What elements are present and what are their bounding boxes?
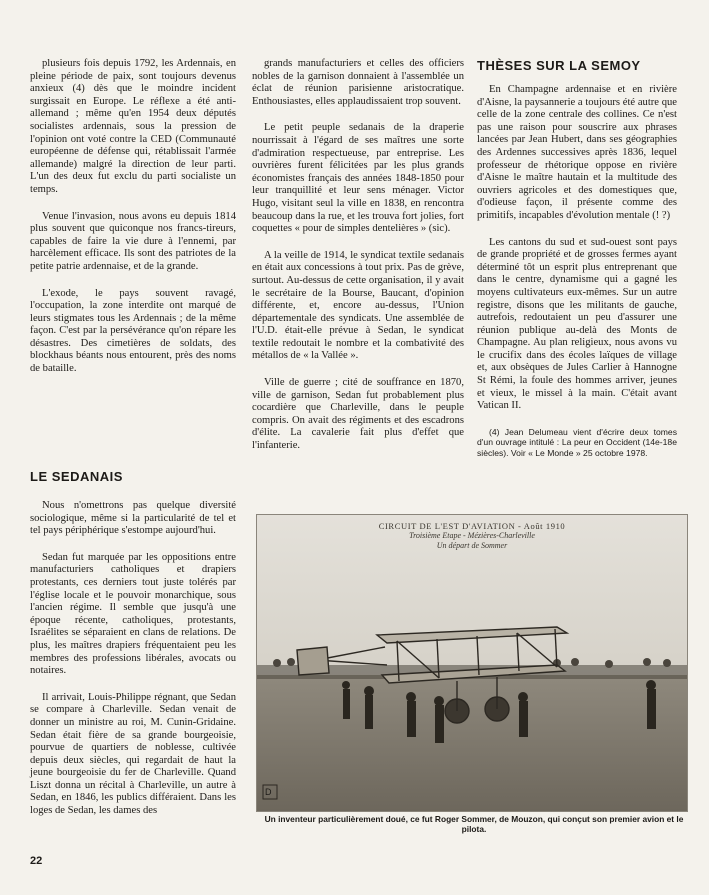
paragraph: L'exode, le pays souvent ravagé, l'occupation, la zone interdite ont marqué de leurs stigmates tous les Ardennais ; de la même façon. C'est par la persévérance qu'on répare les désastres. Des cimetières de soldats, des blockhaus béants nous entourent, près des noms de bataille. bbox=[30, 287, 236, 375]
paragraph: Sedan fut marquée par les oppositions entre manufacturiers catholiques et drapiers protestants, ces derniers tout juste tolérés par l'église locale et le pouvoir monarchique, sous l'ancien régime. Il semble que jusqu'à une époque récente, catholiques, protestants, Israélites se séparaient en clans de relations. De plus, les maîtres drapiers fréquentaient peu les membres des professions libérales, avocats ou notaires. bbox=[30, 551, 236, 677]
paragraph: plusieurs fois depuis 1792, les Ardennais, en pleine période de paix, sont toujours devenus anxieux (4) dès que le moindre incident surgissait en Europe. Le réflexe a été anti-allemand ; même qu'en 1954 deux députés socialistes ardennais, sous la pression de l'opinion ont voté contre la CED (Communauté européenne de défense qui, rétablissait l'armée allemande) malgré la direction de leur parti. L'un des deux fut exclu du parti socialiste un temps. bbox=[30, 58, 236, 195]
paragraph: Le petit peuple sedanais de la draperie nourrissait à l'égard de ses maîtres une sorte d'admiration respectueuse, par entreprise. Les ouvrières furent félicitées par les plus grands économistes français des années 1848-1850 pour leur tranquillité et leur sens ménager. Victor Hugo, visitant seul la ville en 1838, en rencontra beaucoup dans la rue, et les trouva fort jolies, fort coquettes « pour de simples dentelières » (sic). bbox=[252, 122, 464, 235]
section-heading-sedanais: LE SEDANAIS bbox=[30, 469, 123, 484]
section-heading-theses: THÈSES SUR LA SEMOY bbox=[477, 58, 641, 73]
paragraph: Il arrivait, Louis-Philippe régnant, que Sedan se compare à Charleville. Sedan venait de donner un ministre au roi, M. Cunin-Gridaine. Sedan était fière de sa grande bourgeoisie, pourvue de quartiers de noblesse, cultivée depuis deux siècles, qui regardait de haut la jeune bourgeoisie du fer de Charleville. Quand Liszt donna un récital à Charleville, un autre à Sedan, en 1846, les publics différaient. Dans les loges de Sedan, les dames des bbox=[30, 691, 236, 817]
paragraph: Ville de guerre ; cité de souffrance en 1870, ville de garnison, Sedan fut probablement plus cocardière que Charleville, dans le peuple compris. On avait des régiments et des escadrons d'élite. La cavalerie fait plus d'effet que l'infanterie. bbox=[252, 377, 464, 452]
photo-inscription bbox=[257, 521, 687, 551]
column-1 bbox=[30, 58, 236, 390]
page-number: 22 bbox=[30, 855, 43, 867]
footnote: (4) Jean Delumeau vient d'écrire deux tomes d'un ouvrage intitulé : La peur en Occident (14e-18e siècles). Voir « Le Monde » 25 octobre 1978. bbox=[477, 426, 677, 459]
paragraph: Nous n'omettrons pas quelque diversité sociologique, même si la particularité de tel et tel pays périphérique s'estompe aujourd'hui. bbox=[30, 500, 236, 537]
photo-caption: Un inventeur particulièrement doué, ce fut Roger Sommer, de Mouzon, qui conçut son premier avion et le pilota. bbox=[264, 814, 684, 834]
photo-corner-mark: D bbox=[265, 787, 272, 797]
column-2 bbox=[252, 58, 464, 467]
photo-subtitle: Troisième Etape - Mézières-Charleville bbox=[409, 531, 535, 540]
photo-subtitle-2: Un départ de Sommer bbox=[436, 541, 508, 550]
paragraph: En Champagne ardennaise et en rivière d'Aisne, la paysannerie a toujours été autre que celle de la zone centrale des collines. Ce n'est pas une raison pour souscrire aux phrases lancées par Jean Hubert, dans ses géographies des Ardennes successives après 1836, lequel professeur de rhétorique oppose en rivière d'Aisne le maître hautain et la multitude des ouvriers agricoles et des domestiques que, d'odieuse façon, il présente comme des primitifs, incapables d'évolution mentale (! ?) bbox=[477, 84, 677, 221]
paragraph: Les cantons du sud et sud-ouest sont pays de grande propriété et de grosses fermes ayant déterminé tôt un esprit plus entreprenant que dans le centre, dynamisme qui a gagné les moyens cultivateurs eux-mêmes. Sur un autre registre, disons que les militants de gauche, autrefois, redoutaient un peu d'assurer une réunion publique au-delà des Monts de Champagne. Au plan religieux, nous avons vu le crucifix dans des écoles laïques de village et, aux obsèques de Jules Carlier à Hannogne St Rémi, la foule des hommes arriver, jeunes et vieux, le missel à la main. C'était avant Vatican II. bbox=[477, 236, 677, 412]
paragraph: Venue l'invasion, nous avons eu depuis 1814 plus souvent que quiconque nos francs-tireurs, capables de faire la vie dure à l'ennemi, par harcèlement efficace. Ils sont des patriotes de la petite patrie ardennaise, et de la grande. bbox=[30, 210, 236, 272]
column-3 bbox=[477, 84, 677, 473]
photo-title: CIRCUIT DE L'EST D'AVIATION - Août 1910 bbox=[378, 521, 566, 531]
airfield-scene-illustration bbox=[257, 515, 687, 811]
paragraph: grands manufacturiers et celles des officiers nobles de la garnison donnaient à l'assemblée un éclat de réunion parisienne aristocratique. Enthousiastes, elles applaudissaient trop souvent. bbox=[252, 58, 464, 107]
column-1-continued bbox=[30, 500, 236, 832]
paragraph: A la veille de 1914, le syndicat textile sedanais en était aux concessions à tout prix. Pas de grève, surtout. Au-dessus de cette organisation, il y avait le secrétaire de la Bourse, Baucant, d'opinion différente, et, encore au-dessus, l'Union départementale des syndicats. Une assemblée de l'U.D. était-elle prévue à Sedan, le syndicat textile redoutait le nombre et la combativité des métallos de « la Vallée ». bbox=[252, 249, 464, 362]
historical-photo bbox=[256, 514, 688, 812]
